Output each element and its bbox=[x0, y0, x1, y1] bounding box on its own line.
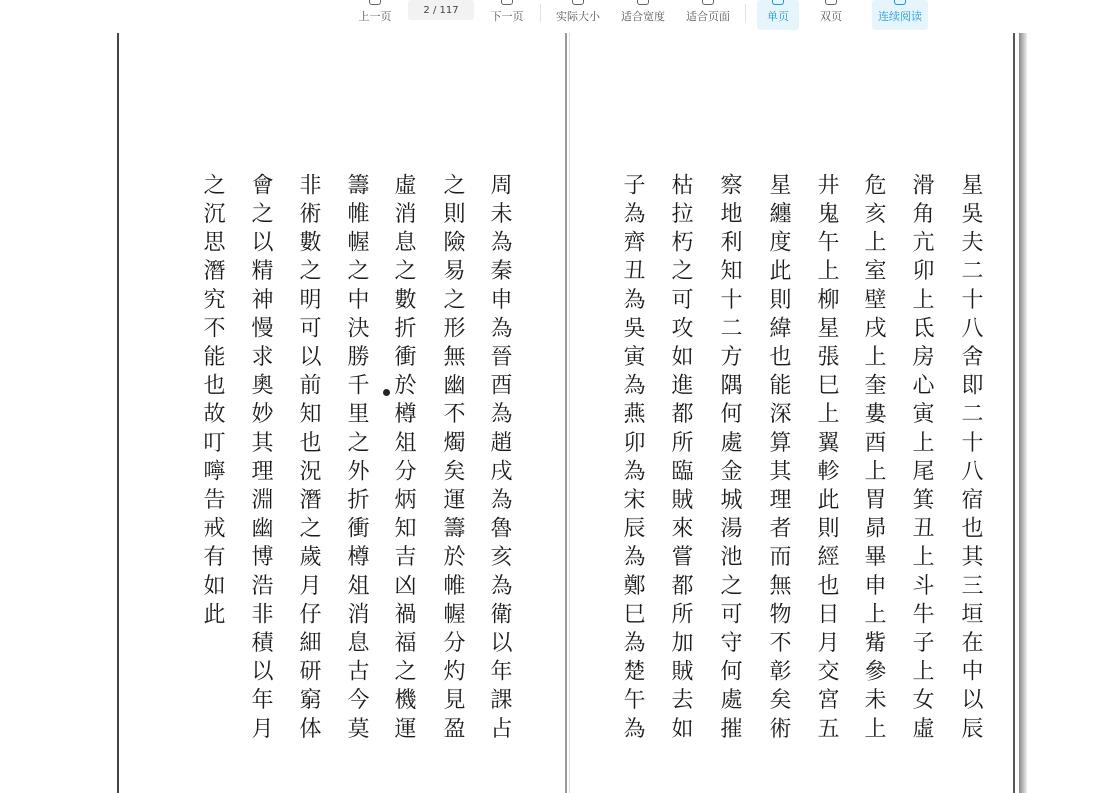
continuous-reading-button[interactable] bbox=[872, 0, 928, 30]
left-page-column: 虛消息之數折衝於樽俎分炳知吉凶禍福之機運 bbox=[391, 173, 416, 745]
double-page-icon bbox=[825, 0, 837, 5]
double-page-button[interactable] bbox=[810, 0, 852, 30]
single-page-icon bbox=[772, 0, 784, 5]
left-page-column: 周未為秦申為晉酉為趙戌為魯亥為衛以年課占 bbox=[487, 173, 512, 745]
fit-width-icon bbox=[637, 0, 649, 5]
single-page-button[interactable] bbox=[757, 0, 799, 30]
right-page-column: 滑角亢卯上氐房心寅上尾箕丑上斗牛子上女虛 bbox=[909, 173, 934, 745]
single-page-label: 单页 bbox=[767, 10, 789, 23]
fit-page-icon bbox=[702, 0, 714, 5]
prev-page-label: 上一页 bbox=[358, 10, 392, 23]
book-spine bbox=[565, 33, 567, 793]
page-edge-left bbox=[117, 33, 119, 793]
continuous-reading-icon bbox=[894, 0, 906, 5]
right-page-column: 危亥上室壁戌上奎婁酉上胃昴畢申上觜參未上 bbox=[861, 173, 886, 745]
right-page-column: 子為齊丑為吳寅為燕卯為宋辰為鄭巳為楚午為 bbox=[620, 173, 645, 745]
left-page-column: 之沉思潛究不能也故叮嚀告戒有如此 bbox=[200, 173, 225, 631]
left-page-column: 會之以精神慢求奧妙其理淵幽博浩非積以年月 bbox=[248, 173, 273, 745]
continuous-reading-label: 连续阅读 bbox=[878, 10, 922, 23]
right-page-column: 察地利知十二方隅何處金城湯池之可守何處摧 bbox=[717, 173, 742, 745]
page-indicator[interactable] bbox=[408, 0, 474, 20]
right-page-column: 星纏度此則緯也能深算其理者而無物不彰矣術 bbox=[766, 173, 791, 745]
right-page-column: 枯拉朽之可攻如進都所臨賊來嘗都所加賊去如 bbox=[668, 173, 693, 745]
left-page-column: 之則險易之形無幽不燭矣運籌於帷幄分灼見盈 bbox=[440, 173, 465, 745]
page-edge-shading bbox=[1019, 33, 1027, 793]
actual-size-label: 实际大小 bbox=[556, 10, 600, 23]
page-total: 117 bbox=[439, 4, 459, 16]
actual-size-icon bbox=[572, 0, 584, 5]
toolbar-divider bbox=[745, 4, 746, 22]
double-page-label: 双页 bbox=[820, 10, 842, 23]
ink-dot bbox=[383, 389, 390, 396]
next-page-button[interactable] bbox=[488, 0, 526, 30]
book-spine-shadow bbox=[569, 33, 570, 793]
left-page-column: 非術數之明可以前知也況潛之歲月仔細研窮体 bbox=[296, 173, 321, 745]
right-page-column: 星吳夫二十八舍即二十八宿也其三垣在中以辰 bbox=[958, 173, 983, 745]
fit-page-button[interactable] bbox=[683, 0, 733, 30]
prev-page-button[interactable] bbox=[356, 0, 394, 30]
arrow-up-circle-icon bbox=[369, 0, 381, 5]
left-page-column: 籌帷幄之中決勝千里之外折衝樽俎消息古今莫 bbox=[344, 173, 369, 745]
right-page-column: 井鬼午上柳星張巳上翼軫此則經也日月交宮五 bbox=[814, 173, 839, 745]
fit-width-label: 适合宽度 bbox=[621, 10, 665, 23]
fit-width-button[interactable] bbox=[618, 0, 668, 30]
book-spread bbox=[117, 33, 1029, 793]
toolbar-divider bbox=[540, 4, 541, 22]
fit-page-label: 适合页面 bbox=[686, 10, 730, 23]
page-separator: / bbox=[432, 4, 437, 16]
page-edge-right bbox=[1013, 33, 1015, 793]
page-current-input[interactable]: 2 bbox=[423, 4, 430, 16]
document-viewer[interactable] bbox=[0, 30, 1119, 786]
arrow-down-circle-icon bbox=[501, 0, 513, 5]
next-page-label: 下一页 bbox=[490, 10, 524, 23]
actual-size-button[interactable] bbox=[553, 0, 603, 30]
viewer-toolbar bbox=[0, 0, 1119, 30]
